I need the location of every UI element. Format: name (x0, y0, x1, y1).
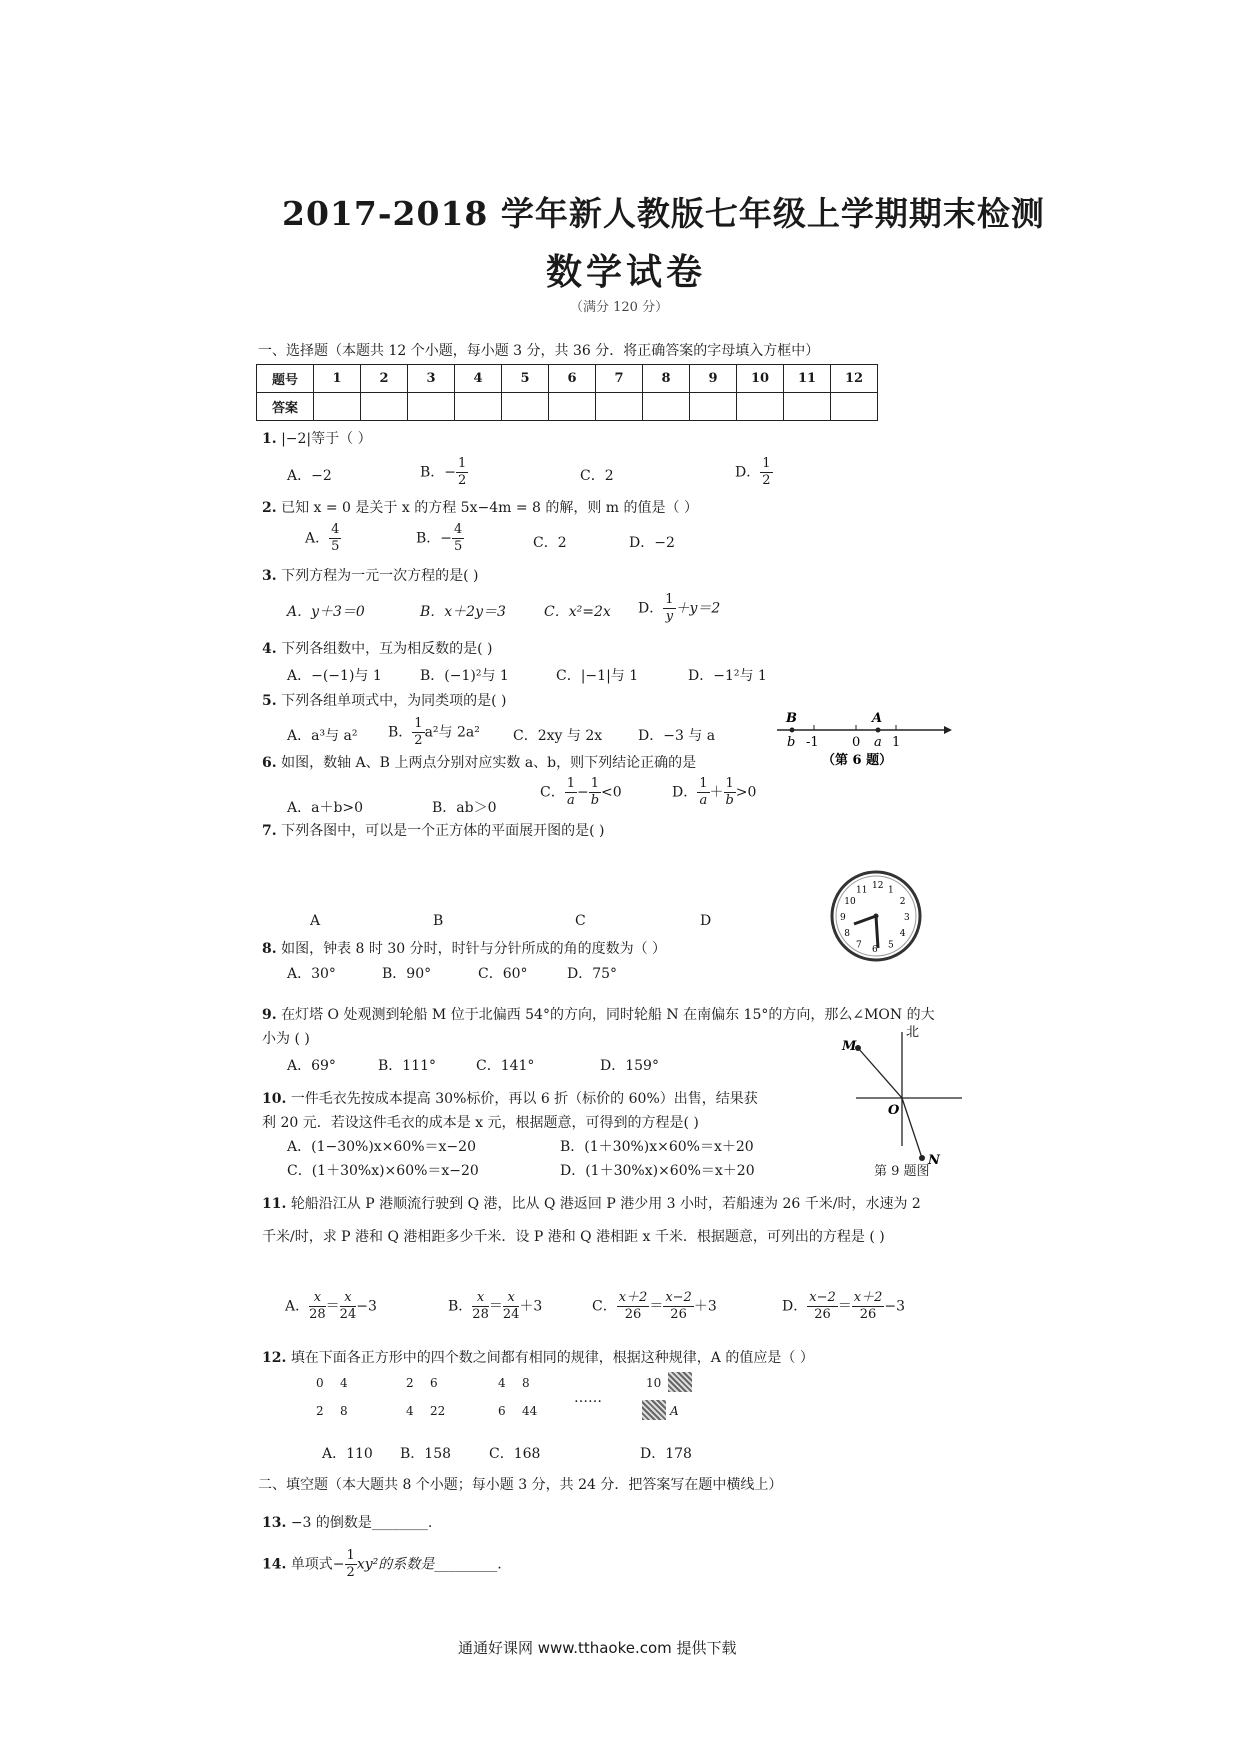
page-title: 2017-2018 学年新人教版七年级上学期期末检测 (282, 194, 1045, 233)
clock-numeral: 3 (904, 913, 910, 923)
table-cell: 12 (831, 365, 878, 393)
frac-num: x (340, 1290, 357, 1307)
frac-num: 1 (699, 776, 708, 791)
table-cell: 2 (361, 365, 408, 393)
table-cell: 4 (455, 365, 502, 393)
fraction (565, 776, 577, 809)
ray-on (902, 1098, 922, 1158)
ellipsis: …… (574, 1390, 602, 1406)
clock-numeral: 11 (856, 885, 868, 896)
option-c: C．60° (478, 966, 528, 982)
question-number: 12. (262, 1350, 287, 1366)
frac-num: 1 (725, 776, 734, 791)
score-note: （满分 120 分） (570, 300, 669, 315)
question-4 (262, 638, 492, 658)
frac-num: 1 (590, 776, 600, 791)
table-cell: 5 (502, 365, 549, 393)
arrow-icon (944, 726, 952, 734)
figure-caption: 第 9 题图 (874, 1164, 930, 1179)
frac-num: x (472, 1290, 489, 1307)
frac-den: 28 (472, 1307, 489, 1322)
square-number: 2 (406, 1376, 414, 1390)
frac-den: 2 (414, 733, 423, 748)
option-b: B．x＋2y＝3 (420, 604, 506, 620)
option-tail: >0 (735, 784, 757, 801)
question-stem-tail: xy²的系数是_________. (356, 1556, 502, 1573)
table-cell: 6 (549, 365, 596, 393)
square-number: 10 (646, 1376, 662, 1390)
fraction (503, 1290, 520, 1323)
fraction (760, 456, 772, 489)
option-d: D．159° (600, 1058, 659, 1074)
question-stem: 下列方程为一元一次方程的是( ) (281, 568, 479, 584)
question-stem: 一件毛衣先按成本提高 30%标价，再以 6 折（标价的 60%）出售，结果获 (290, 1091, 758, 1107)
footer-text: 通通好课网 www.tthaoke.com 提供下载 (458, 1639, 737, 1657)
option-d: D．75° (567, 966, 618, 982)
fraction (412, 716, 424, 749)
table-row (257, 365, 878, 393)
option-label: A． (305, 530, 330, 547)
question-stem-cont: 千米/时，求 P 港和 Q 港相距多少千米．设 P 港和 Q 港相距 x 千米．根据题意，可列出的方程是 ( ) (262, 1229, 885, 1245)
section1-heading: 一、选择题（本题共 12 个小题，每小题 3 分，共 36 分．将正确答案的字母填入方框中） (258, 343, 820, 359)
question-number: 2. (262, 500, 277, 516)
label-b: b (787, 735, 796, 750)
clock-numeral: 9 (840, 913, 846, 923)
question-12 (262, 1347, 814, 1367)
frac-den: 2 (346, 1565, 355, 1580)
question-stem-cont: 小为 ( ) (262, 1031, 310, 1047)
option-label: C． (592, 1298, 617, 1315)
option-d (735, 456, 773, 489)
question-stem: 下列各组数中，互为相反数的是( ) (281, 641, 493, 657)
question-11 (262, 1193, 921, 1213)
fraction (663, 592, 675, 625)
question-3 (262, 565, 478, 585)
option-tail: ＋3 (519, 1298, 543, 1315)
fraction (724, 776, 736, 809)
question-stem: 已知 x = 0 是关于 x 的方程 5x−4m = 8 的解，则 m 的值是（ ） (281, 500, 698, 516)
label-O: O (888, 1103, 900, 1118)
question-number: 6. (262, 755, 277, 771)
answer-cell[interactable] (831, 393, 878, 421)
option-c: C．2 (533, 535, 567, 551)
fraction (340, 1290, 357, 1323)
table-cell: 7 (596, 365, 643, 393)
option-a: A．110 (322, 1446, 373, 1462)
fraction (852, 1290, 885, 1323)
frac-den: 24 (339, 1307, 357, 1322)
frac-num: 1 (762, 456, 771, 471)
square-number: 44 (522, 1404, 538, 1418)
frac-num: 4 (331, 522, 340, 537)
frac-den: b (725, 793, 734, 808)
option-label: B． (448, 1298, 473, 1315)
option-b: B．(−1)²与 1 (420, 668, 509, 684)
square-number: 4 (340, 1376, 348, 1390)
label-M: M (842, 1039, 857, 1054)
operator: ＝ (837, 1298, 852, 1315)
question-13 (262, 1512, 432, 1532)
hatched-cell (642, 1400, 666, 1420)
question-stem: 如图，数轴 A、B 上两点分别对应实数 a、b，则下列结论正确的是 (281, 755, 697, 771)
figure-label: D (700, 913, 712, 929)
question-number: 7. (262, 823, 277, 839)
question-stem-cont: 利 20 元．若设这件毛衣的成本是 x 元，根据题意，可得到的方程是( ) (262, 1115, 699, 1131)
fraction (807, 1290, 838, 1323)
table-cell: 1 (314, 365, 361, 393)
clock-figure (828, 868, 924, 964)
fraction (663, 1290, 694, 1323)
tick-label: 1 (892, 735, 901, 750)
clock-numeral: 6 (872, 945, 878, 955)
fraction (617, 1290, 650, 1323)
option-b: B．90° (382, 966, 432, 982)
table-row-label: 答案 (257, 393, 314, 421)
question-6 (262, 752, 696, 772)
fraction (456, 456, 468, 489)
hatched-cell (668, 1372, 692, 1392)
section2-heading: 二、填空题（本大题共 8 个小题；每小题 3 分，共 24 分．把答案写在题中横线上） (258, 1477, 783, 1493)
frac-den: 5 (331, 539, 340, 554)
option-label: A． (285, 1298, 310, 1315)
square-variable: A (670, 1404, 679, 1418)
question-stem: |−2|等于（ ） (281, 431, 372, 447)
answer-cell[interactable] (690, 393, 737, 421)
frac-num: x＋2 (853, 1290, 883, 1305)
ray-om (858, 1048, 902, 1098)
option-d (782, 1290, 905, 1323)
option-d: D．−1²与 1 (688, 668, 767, 684)
question-9 (262, 1004, 935, 1024)
figure-label: A (310, 913, 321, 929)
answer-cell[interactable] (784, 393, 831, 421)
option-b (416, 522, 464, 555)
clock-center (874, 914, 879, 919)
option-b: B．111° (378, 1058, 437, 1074)
question-10 (262, 1088, 758, 1108)
frac-num: 1 (414, 716, 423, 731)
option-a: A．a³与 a² (287, 728, 358, 744)
question-stem: 单项式− (290, 1556, 345, 1573)
question-number: 8. (262, 941, 277, 957)
square-number: 8 (522, 1376, 530, 1390)
fraction (589, 776, 601, 809)
compass-figure (836, 1022, 976, 1182)
option-c: C．2xy 与 2x (513, 728, 603, 744)
clock-numeral: 8 (844, 929, 851, 939)
fraction (329, 522, 341, 555)
frac-den: 24 (502, 1307, 520, 1322)
frac-den: a (699, 793, 708, 808)
option-a: A．(1−30%)x×60%＝x−20 (287, 1139, 476, 1155)
point-a (876, 728, 881, 733)
answer-table (256, 364, 878, 421)
frac-den: 5 (454, 539, 463, 554)
option-d: D．(1＋30%x)×60%＝x＋20 (560, 1163, 755, 1179)
option-tail: ＋3 (693, 1298, 717, 1315)
option-a (285, 1290, 377, 1323)
figure-label: C (575, 913, 586, 929)
question-stem: −3 的倒数是________. (290, 1515, 433, 1531)
option-label: B．− (420, 464, 457, 481)
frac-den: 2 (458, 473, 467, 488)
question-stem: 在灯塔 O 处观测到轮船 M 位于北偏西 54°的方向，同时轮船 N 在南偏东 15°的方向，那么∠MON 的大 (281, 1007, 935, 1023)
frac-num: x＋2 (618, 1290, 648, 1305)
operator: ＝ (488, 1298, 503, 1315)
answer-cell[interactable] (643, 393, 690, 421)
question-2 (262, 497, 698, 517)
table-row (257, 393, 878, 421)
tick-label: -1 (806, 735, 819, 750)
operator: − (577, 784, 589, 801)
option-c: C．168 (489, 1446, 541, 1462)
option-tail: a²与 2a² (424, 724, 480, 741)
answer-cell[interactable] (408, 393, 455, 421)
operator: ＝ (325, 1298, 340, 1315)
fraction (345, 1548, 357, 1581)
answer-cell[interactable] (455, 393, 502, 421)
option-label: B．− (416, 530, 453, 547)
option-b (420, 456, 468, 489)
frac-den: 28 (309, 1307, 326, 1322)
option-label: D． (638, 600, 664, 617)
question-7 (262, 820, 604, 840)
frac-num: x−2 (809, 1290, 836, 1305)
option-a (305, 522, 341, 555)
option-a: A．30° (287, 966, 336, 982)
option-c: C．|−1|与 1 (556, 668, 639, 684)
option-d (638, 592, 720, 625)
frac-num: 1 (665, 592, 674, 607)
option-d: D．−2 (629, 535, 675, 551)
table-cell: 3 (408, 365, 455, 393)
question-stem: 下列各图中，可以是一个正方体的平面展开图的是( ) (281, 823, 605, 839)
table-cell: 8 (643, 365, 690, 393)
number-line-figure (772, 708, 952, 768)
option-a: A．69° (287, 1058, 336, 1074)
clock-numeral: 2 (899, 897, 906, 907)
clock-numeral: 5 (888, 940, 894, 951)
answer-cell[interactable] (314, 393, 361, 421)
question-number: 9. (262, 1007, 277, 1023)
square-number: 4 (406, 1404, 414, 1418)
minute-hand (876, 916, 878, 948)
square-number: 6 (498, 1404, 506, 1418)
option-a: A．a＋b>0 (287, 800, 364, 816)
tick-label: 0 (852, 735, 861, 750)
hour-hand (854, 916, 876, 924)
option-c: C．(1＋30%x)×60%＝x−20 (287, 1163, 479, 1179)
frac-num: x (503, 1290, 520, 1307)
square-number: 6 (430, 1376, 438, 1390)
frac-num: 1 (346, 1548, 355, 1563)
square-number: 8 (340, 1404, 348, 1418)
option-label: D． (672, 784, 698, 801)
option-label: D． (735, 464, 761, 481)
option-label: B． (388, 724, 413, 741)
option-c: C．x²=2x (544, 604, 611, 620)
fraction (452, 522, 464, 555)
frac-den: y (665, 609, 674, 624)
label-N: N (928, 1153, 940, 1168)
option-d (672, 776, 756, 809)
option-a: A．−2 (287, 468, 332, 484)
option-c (540, 776, 622, 809)
question-stem: 下列各组单项式中，为同类项的是( ) (281, 693, 507, 709)
table-row-label: 题号 (257, 365, 314, 393)
square-number: 4 (498, 1376, 506, 1390)
option-a: A．y＋3＝0 (287, 604, 365, 620)
square-number: 2 (316, 1404, 324, 1418)
frac-num: 4 (454, 522, 463, 537)
option-tail: −3 (884, 1298, 905, 1315)
option-b (388, 716, 480, 749)
frac-num: 1 (566, 776, 575, 791)
frac-den: 26 (670, 1307, 687, 1322)
answer-cell[interactable] (361, 393, 408, 421)
option-c: C．2 (580, 468, 614, 484)
square-number: 22 (430, 1404, 446, 1418)
frac-den: 2 (762, 473, 771, 488)
question-number: 4. (262, 641, 277, 657)
option-d: D．−3 与 a (638, 728, 716, 744)
question-1 (262, 428, 372, 448)
question-number: 10. (262, 1091, 287, 1107)
question-8 (262, 938, 666, 958)
option-a: A．−(−1)与 1 (287, 668, 382, 684)
point-b (790, 728, 795, 733)
option-b: B．158 (400, 1446, 452, 1462)
option-c (592, 1290, 717, 1323)
option-tail: <0 (601, 784, 622, 801)
fraction (697, 776, 709, 809)
question-number: 13. (262, 1515, 287, 1531)
question-number: 11. (262, 1196, 287, 1212)
question-number: 14. (262, 1556, 287, 1573)
frac-den: 26 (859, 1307, 877, 1322)
question-number: 5. (262, 693, 277, 709)
clock-numeral: 4 (899, 929, 906, 939)
question-number: 3. (262, 568, 277, 584)
question-stem: 如图，钟表 8 时 30 分时，时针与分针所成的角的度数为（ ） (281, 941, 667, 957)
label-north: 北 (906, 1025, 920, 1040)
figure-caption: （第 6 题） (822, 753, 893, 768)
figure-label: B (433, 913, 444, 929)
clock-numeral: 12 (872, 881, 884, 891)
option-d: D．178 (640, 1446, 692, 1462)
option-b: B．(1＋30%)x×60%＝x＋20 (560, 1139, 754, 1155)
option-tail: −3 (356, 1298, 377, 1315)
frac-den: b (590, 793, 600, 808)
option-c: C．141° (476, 1058, 535, 1074)
answer-cell[interactable] (737, 393, 784, 421)
operator: ＋ (709, 784, 724, 801)
option-tail: ＋y＝2 (675, 600, 721, 617)
frac-num: x (309, 1290, 326, 1307)
frac-den: 26 (814, 1307, 831, 1322)
page-subtitle: 数学试卷 (546, 251, 707, 293)
question-5 (262, 690, 506, 710)
clock-numeral: 10 (844, 897, 856, 907)
label-B: B (786, 711, 797, 726)
question-14 (262, 1548, 502, 1581)
fraction (472, 1290, 489, 1323)
option-label: C． (540, 784, 565, 801)
label-A: A (872, 711, 883, 726)
answer-cell[interactable] (596, 393, 643, 421)
answer-cell[interactable] (549, 393, 596, 421)
square-number: 0 (316, 1376, 324, 1390)
frac-den: 26 (624, 1307, 642, 1322)
frac-den: a (566, 793, 575, 808)
question-number: 1. (262, 431, 277, 447)
clock-numeral: 7 (856, 940, 862, 951)
table-cell: 11 (784, 365, 831, 393)
clock-numeral: 1 (888, 885, 894, 896)
question-stem: 填在下面各正方形中的四个数之间都有相同的规律，根据这种规律，A 的值应是（ ） (290, 1350, 814, 1366)
question-stem: 轮船沿江从 P 港顺流行驶到 Q 港，比从 Q 港返回 P 港少用 3 小时，若船速为 26 千米/时，水速为 2 (290, 1196, 921, 1212)
table-cell: 9 (690, 365, 737, 393)
option-b (448, 1290, 542, 1323)
frac-num: 1 (458, 456, 467, 471)
label-a: a (874, 735, 882, 750)
table-cell: 10 (737, 365, 784, 393)
frac-num: x−2 (665, 1290, 692, 1305)
operator: ＝ (649, 1298, 664, 1315)
option-label: D． (782, 1298, 808, 1315)
fraction (309, 1290, 326, 1323)
option-b: B．ab＞0 (432, 800, 497, 816)
answer-cell[interactable] (502, 393, 549, 421)
